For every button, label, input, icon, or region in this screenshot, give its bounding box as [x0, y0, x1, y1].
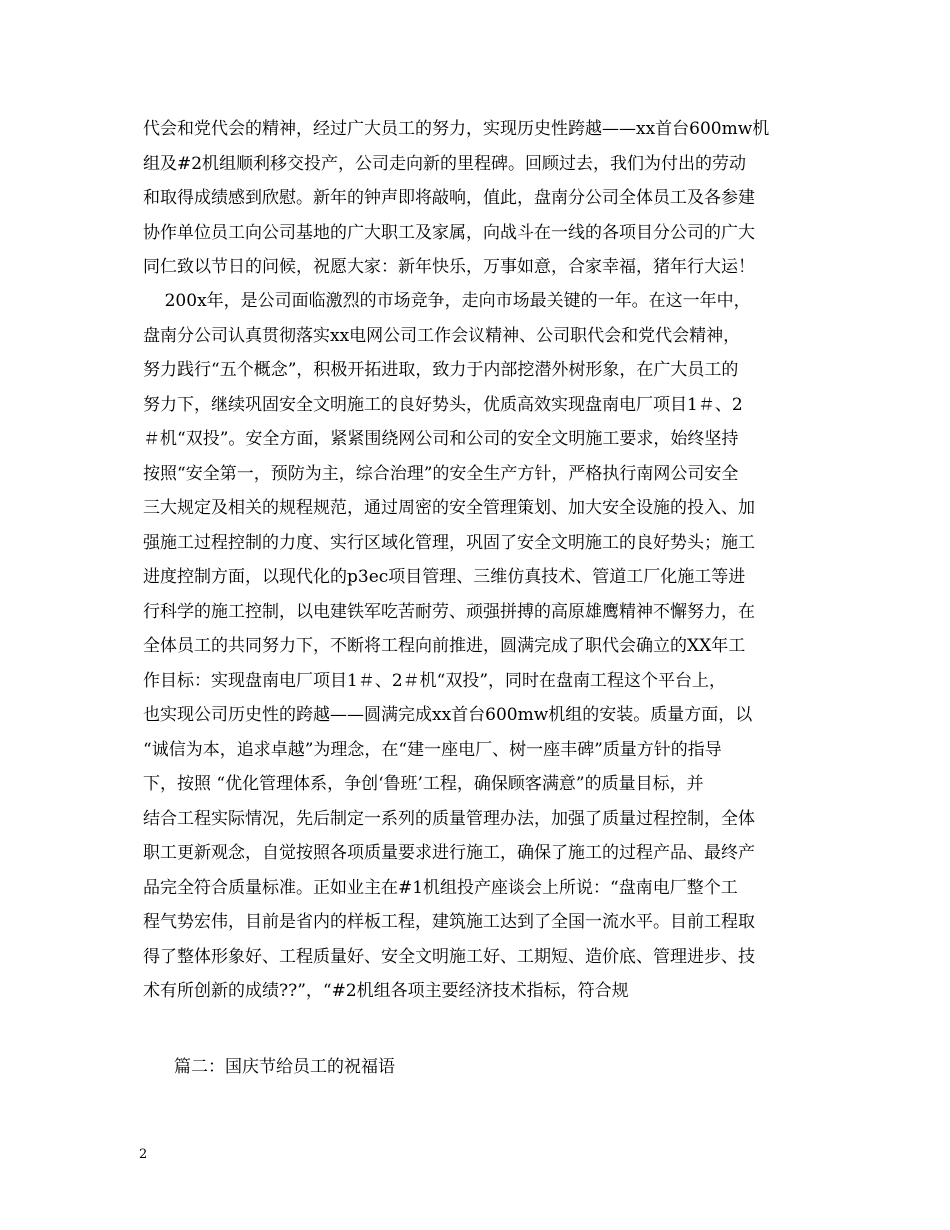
text-line: 努力下，继续巩固安全文明施工的良好势头，优质高效实现盘南电厂项目1＃、2 [143, 394, 743, 415]
text-line: 进度控制方面，以现代化的p3ec项目管理、三维仿真技术、管道工厂化施工等进 [143, 567, 746, 587]
text-line: 和取得成绩感到欣慰。新年的钟声即将敲响，值此，盘南分公司全体员工及各参建 [143, 188, 755, 208]
text-line: “诚信为本，追求卓越”为理念，在“建一座电厂、树一座丰碑”质量方针的指导 [143, 739, 722, 760]
text-line: 努力践行“五个概念”，积极开拓进取，致力于内部挖潜外树形象，在广大员工的 [143, 360, 739, 380]
text-line: 三大规定及相关的规程规范，通过周密的安全管理策划、加大安全设施的投入、加 [143, 498, 755, 518]
text-line: 强施工过程控制的力度、实行区域化管理，巩固了安全文明施工的良好势头；施工 [143, 532, 755, 553]
section-heading: 篇二：国庆节给员工的祝福语 [174, 1057, 395, 1077]
body-paragraph [143, 112, 823, 285]
text-line: 同仁致以节日的问候，祝愿大家：新年快乐，万事如意，合家幸福，猪年行大运！ [143, 257, 755, 277]
text-line: 组及#2机组顺利移交投产，公司走向新的里程碑。回顾过去，我们为付出的劳动 [143, 153, 747, 174]
text-line: 下，按照 “优化管理体系，争创‘鲁班’工程，确保顾客满意”的质量目标，并 [143, 774, 704, 794]
text-line: 结合工程实际情况，先后制定一系列的质量管理办法，加强了质量过程控制，全体 [143, 808, 755, 829]
text-line: 200x年，是公司面临激烈的市场竞争，走向市场最关键的一年。在这一年中， [143, 291, 751, 311]
text-line: 代会和党代会的精神，经过广大员工的努力，实现历史性跨越——xx首台600mw机 [143, 119, 770, 139]
page-number: 2 [139, 1147, 148, 1162]
text-line: 作目标：实现盘南电厂项目1＃、2＃机“双投”，同时在盘南工程这个平台上， [143, 670, 727, 691]
text-line: 术有所创新的成绩??”，“#2机组各项主要经济技术指标，符合规 [143, 981, 629, 1001]
text-line: 全体员工的共同努力下，不断将工程向前推进，圆满完成了职代会确立的XX年工 [143, 636, 746, 656]
text-line: ＃机“双投”。安全方面，紧紧围绕网公司和公司的安全文明施工要求，始终坚持 [143, 429, 739, 449]
text-line: 品完全符合质量标准。正如业主在#1机组投产座谈会上所说：“盘南电厂整个工 [143, 877, 738, 898]
text-line: 盘南分公司认真贯彻落实xx电网公司工作会议精神、公司职代会和党代会精神， [143, 325, 741, 346]
text-line: 得了整体形象好、工程质量好、安全文明施工好、工期短、造价底、管理进步、技 [143, 946, 755, 967]
text-line: 行科学的施工控制，以电建铁军吃苦耐劳、顽强拼搏的高原雄鹰精神不懈努力，在 [143, 601, 755, 622]
text-line: 职工更新观念，自觉按照各项质量要求进行施工，确保了施工的过程产品、最终产 [143, 843, 755, 863]
text-line: 协作单位员工向公司基地的广大职工及家属，向战斗在一线的各项目分公司的广大 [143, 222, 755, 243]
body-paragraph [143, 284, 823, 1009]
text-line: 也实现公司历史性的跨越——圆满完成xx首台600mw机组的安装。质量方面，以 [143, 705, 753, 725]
text-line: 按照“安全第一，预防为主，综合治理”的安全生产方针，严格执行南网公司安全 [143, 463, 739, 484]
text-line: 程气势宏伟，目前是省内的样板工程，建筑施工达到了全国一流水平。目前工程取 [143, 912, 755, 932]
